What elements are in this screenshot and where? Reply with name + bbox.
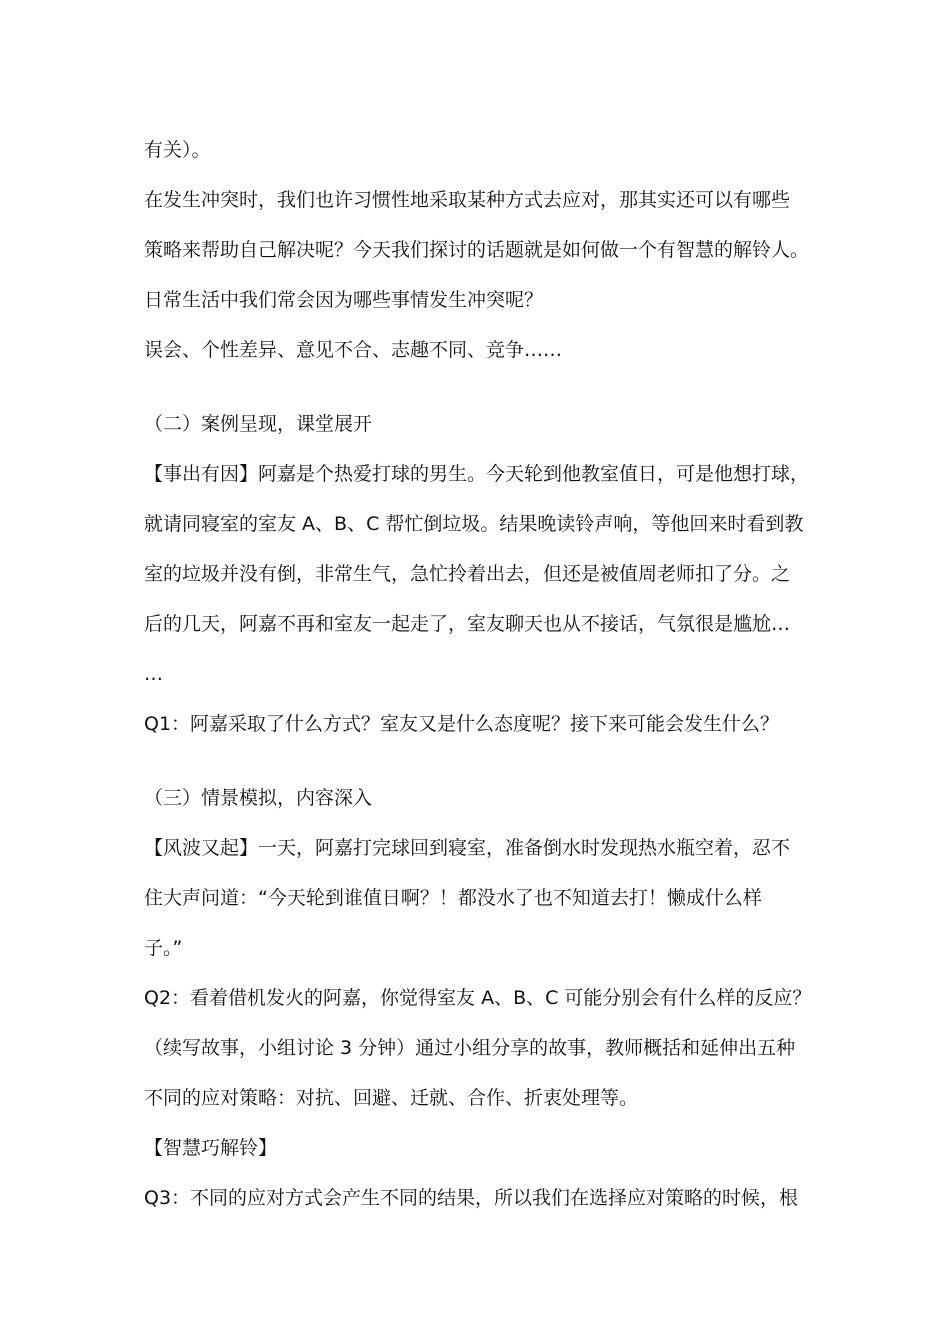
section-heading: （二）案例呈现，课堂展开 — [144, 413, 373, 435]
text-line: 有关）。 — [144, 139, 211, 161]
text-line: 【事出有因】阿嘉是个热爱打球的男生。今天轮到他教室值日，可是他想打球， — [144, 463, 810, 485]
question-line: Q1：阿嘉采取了什么方式？室友又是什么态度呢？接下来可能会发生什么？ — [144, 713, 780, 735]
text-line: 在发生冲突时，我们也许习惯性地采取某种方式去应对，那其实还可以有哪些 — [144, 189, 791, 211]
text-line: … — [144, 663, 163, 685]
text-line: （续写故事，小组讨论 3 分钟）通过小组分享的故事，教师概括和延伸出五种 — [144, 1037, 796, 1059]
text-line: 住大声问道：“今天轮到谁值日啊？！都没水了也不知道去打！懒成什么样 — [144, 887, 762, 909]
text-line: 策略来帮助自己解决呢？今天我们探讨的话题就是如何做一个有智慧的解铃人。 — [144, 239, 810, 261]
text-line: 【风波又起】一天，阿嘉打完球回到寝室，准备倒水时发现热水瓶空着，忍不 — [144, 837, 791, 859]
subsection-heading: 【智慧巧解铃】 — [144, 1137, 278, 1159]
text-line: 就请同寝室的室友 A、B、C 帮忙倒垃圾。结果晚读铃声响，等他回来时看到教 — [144, 513, 804, 535]
text-line: 后的几天，阿嘉不再和室友一起走了，室友聊天也从不接话，气氛很是尴尬… — [144, 613, 791, 635]
text-line: 子。” — [144, 937, 183, 959]
question-line: Q3：不同的应对方式会产生不同的结果，所以我们在选择应对策略的时候，根 — [144, 1187, 799, 1209]
text-line: 不同的应对策略：对抗、回避、迁就、合作、折衷处理等。 — [144, 1087, 639, 1109]
section-heading: （三）情景模拟，内容深入 — [144, 787, 373, 809]
text-line: 室的垃圾并没有倒，非常生气，急忙拎着出去，但还是被值周老师扣了分。之 — [144, 563, 791, 585]
question-line: Q2：看着借机发火的阿嘉，你觉得室友 A、B、C 可能分别会有什么样的反应？ — [144, 987, 812, 1009]
text-line: 日常生活中我们常会因为哪些事情发生冲突呢？ — [144, 289, 544, 311]
text-line: 误会、个性差异、意见不合、志趣不同、竞争…… — [144, 339, 563, 361]
